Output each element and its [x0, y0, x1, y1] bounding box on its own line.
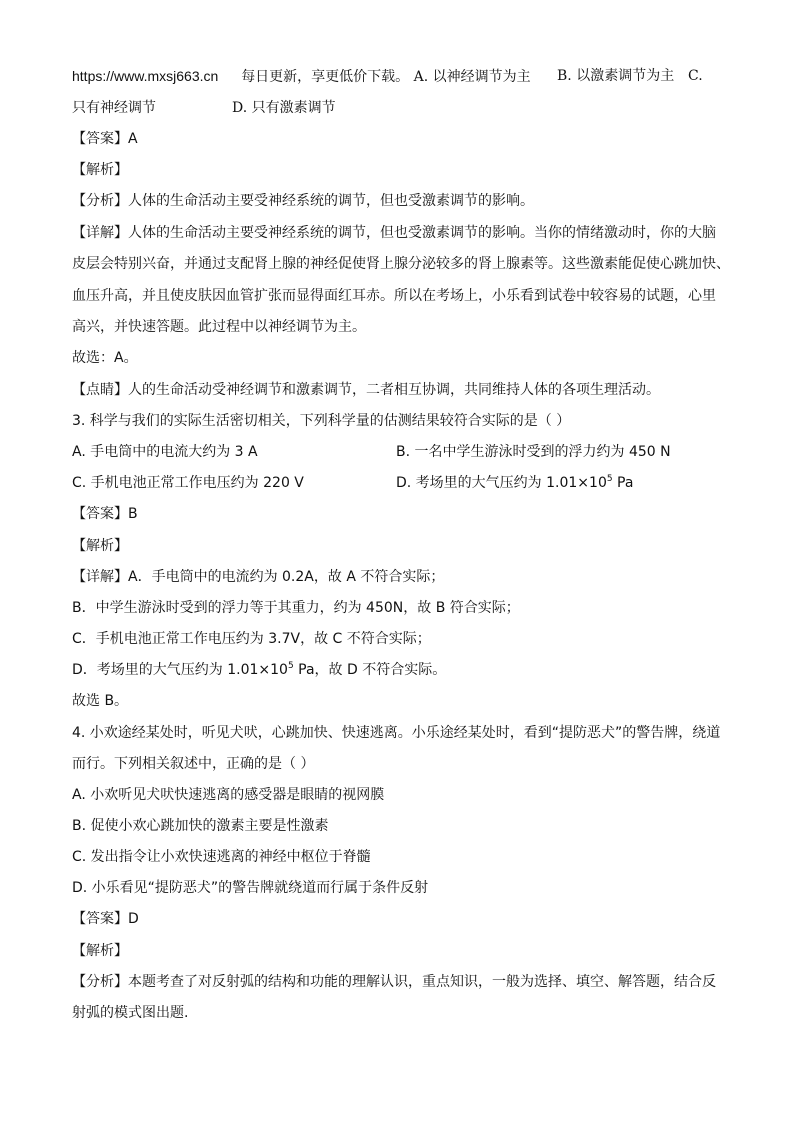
q3-analysis-label: 【解析】: [72, 538, 128, 554]
q3-option-d-text: D. 考场里的大气压约为 1.01×10: [396, 475, 607, 491]
q3-detail-line-4-tail: Pa，故 D 不符合实际。: [293, 662, 447, 678]
q4-fenxi-line-1: 【分析】本题考查了对反射弧的结构和功能的理解认识，重点知识，一般为选择、填空、解答题，结合反: [72, 974, 716, 990]
q3-detail-line-4: [72, 660, 446, 680]
q3-option-d: [396, 473, 633, 493]
q3-option-a: A. 手电筒中的电流大约为 3 A: [72, 444, 258, 460]
q3-stem: 3. 科学与我们的实际生活密切相关，下列科学量的估测结果较符合实际的是（ ）: [72, 413, 571, 429]
site-url[interactable]: https://www.mxsj663.cn: [72, 68, 219, 84]
header-line: [72, 66, 531, 87]
q3-detail-line-1: 【详解】A．手电筒中的电流约为 0.2A，故 A 不符合实际；: [72, 569, 445, 585]
q3-detail-line-4-exponent: 5: [287, 661, 294, 671]
q3-option-d-exponent: 5: [606, 474, 613, 484]
q3-detail-line-4-text: D．考场里的大气压约为 1.01×10: [72, 662, 288, 678]
q4-option-a: A. 小欢听见犬吠快速逃离的感受器是眼睛的视网膜: [72, 787, 385, 803]
site-notice: 每日更新，享更低价下载。: [241, 69, 410, 85]
q2-fenxi: 【分析】人体的生命活动主要受神经系统的调节，但也受激素调节的影响。: [72, 193, 534, 209]
q3-detail-line-2: B．中学生游泳时受到的浮力等于其重力，约为 450N，故 B 符合实际；: [72, 600, 520, 616]
q2-option-b: B. 以激素调节为主: [557, 68, 675, 84]
q2-detail-line-1: 【详解】人体的生命活动主要受神经系统的调节，但也受激素调节的影响。当你的情绪激动时，你的大脑: [72, 225, 716, 241]
q4-answer: 【答案】D: [72, 911, 139, 927]
q2-detail-line-4: 高兴，并快速答题。此过程中以神经调节为主。: [72, 319, 366, 335]
q2-choice: 故选：A。: [72, 350, 138, 366]
q3-option-b: B. 一名中学生游泳时受到的浮力约为 450 N: [396, 444, 671, 460]
q4-option-d: D. 小乐看见“提防恶犬”的警告牌就绕道而行属于条件反射: [72, 880, 429, 896]
q2-option-a: A. 以神经调节为主: [413, 69, 531, 85]
q3-choice: 故选 B。: [72, 693, 129, 709]
q4-analysis-label: 【解析】: [72, 943, 128, 959]
q2-option-d: D. 只有激素调节: [232, 100, 336, 116]
q3-option-c: C. 手机电池正常工作电压约为 220 V: [72, 475, 304, 491]
q2-comment: 【点睛】人的生命活动受神经调节和激素调节，二者相互协调，共同维持人体的各项生理活动。: [72, 382, 660, 398]
q4-option-c: C. 发出指令让小欢快速逃离的神经中枢位于脊髓: [72, 849, 371, 865]
q2-option-c-label: C.: [688, 68, 703, 84]
q2-detail-line-2: 皮层会特别兴奋，并通过支配肾上腺的神经促使肾上腺分泌较多的肾上腺素等。这些激素能促使心跳加快、: [72, 256, 730, 272]
q2-analysis-label: 【解析】: [72, 162, 128, 178]
q3-answer: 【答案】B: [72, 506, 138, 522]
q4-stem-line-2: 而行。下列相关叙述中，正确的是（ ）: [72, 756, 315, 772]
q4-option-b: B. 促使小欢心跳加快的激素主要是性激素: [72, 818, 329, 834]
q2-answer: 【答案】A: [72, 131, 138, 147]
q3-detail-line-3: C．手机电池正常工作电压约为 3.7V，故 C 不符合实际；: [72, 631, 431, 647]
q4-fenxi-line-2: 射弧的模式图出题.: [72, 1005, 189, 1021]
q4-stem-line-1: 4. 小欢途经某处时，听见犬吠，心跳加快、快速逃离。小乐途经某处时，看到“提防恶犬”的警告牌，绕道: [72, 725, 721, 741]
q2-detail-line-3: 血压升高，并且使皮肤因血管扩张而显得面红耳赤。所以在考场上，小乐看到试卷中较容易的试题，心里: [72, 288, 716, 304]
q2-option-c-text: 只有神经调节: [72, 100, 156, 116]
q3-option-d-unit: Pa: [612, 475, 634, 491]
